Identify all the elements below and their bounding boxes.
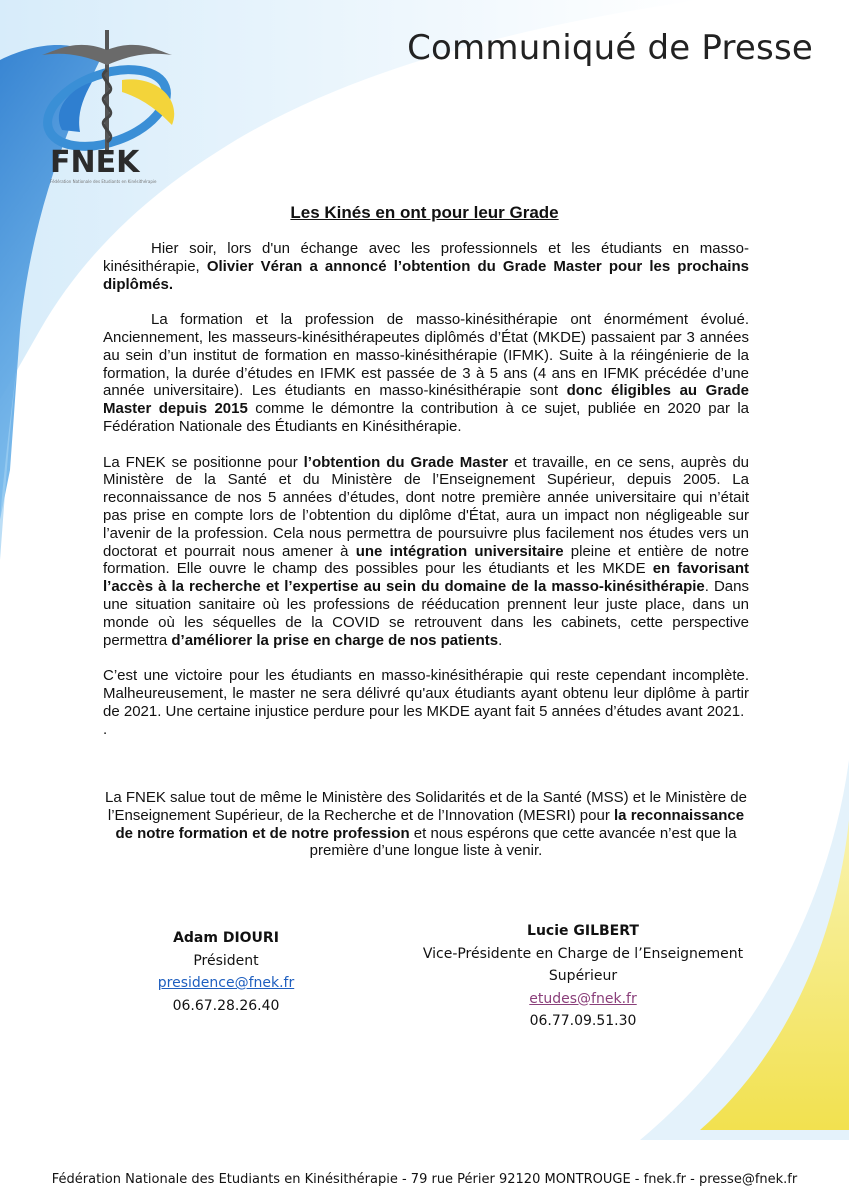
fnek-logo bbox=[22, 20, 202, 190]
paragraph-4: C’est une victoire pour les étudiants en masso-kinésithérapie qui reste cependant incomplète. Malheureusement, le master ne sera délivré qu'aux étudiants ayant obtenu leur diplôme à partir de 2021. Une certaine injustice perdure pour les MKDE ayant fait 5 années d’études avant 2021. bbox=[103, 667, 749, 720]
closing-paragraph: La FNEK salue tout de même le Ministère des Solidarités et de la Santé (MSS) et le Ministère de l’Enseignement Supérieur, de la Recherche et de l’Innovation (MESRI) pour la reconnaissance de notre formation et de notre profession et nous espérons que cette avancée n’est que la première d’une longue liste à venir. bbox=[105, 789, 747, 860]
paragraph-2: La formation et la profession de masso-kinésithérapie ont énormément évolué. Anciennement, les masseurs-kinésithérapeutes diplômés d’État (MKDE) passaient par 3 années au sein d’un institut de formation en masso-kinésithérapie (IFMK). Suite à la réingénierie de la formation, la durée d’études en IFMK est passée de 3 à 5 ans (4 ans en IFMK précédée d’une année universitaire). Les étudiants en masso-kinésithérapie sont donc éligibles au Grade Master depuis 2015 comme le démontre la contribution à ce sujet, publiée en 2020 par la Fédération Nationale des Étudiants en Kinésithérapie. bbox=[103, 311, 749, 435]
paragraph-1: Hier soir, lors d'un échange avec les professionnels et les étudiants en masso-kinésithérapie, Olivier Véran a annoncé l’obtention du Grade Master pour les prochains diplômés. bbox=[103, 240, 749, 293]
press-release-heading: Communiqué de Presse bbox=[407, 28, 813, 68]
signature-phone: 06.67.28.26.40 bbox=[172, 997, 280, 1014]
article-body bbox=[103, 240, 749, 738]
signature-name: Lucie GILBERT bbox=[527, 923, 639, 939]
signature-role: Président bbox=[193, 952, 259, 969]
signature-vice-president bbox=[405, 920, 761, 1033]
page-footer: Fédération Nationale des Etudiants en Kinésithérapie - 79 rue Périer 92120 MONTROUGE - fnek.fr - presse@fnek.fr bbox=[51, 1172, 798, 1187]
signature-president bbox=[126, 927, 326, 1017]
email-link[interactable]: presidence@fnek.fr bbox=[157, 975, 295, 991]
logo-wordmark: FNEK bbox=[50, 145, 140, 180]
email-link[interactable]: etudes@fnek.fr bbox=[529, 990, 637, 1007]
logo-subtext: Fédération Nationale des Etudiants en Kinésithérapie bbox=[50, 179, 157, 184]
signature-role: Vice-Présidente en Charge de l’Enseignement Supérieur bbox=[422, 945, 744, 984]
signature-phone: 06.77.09.51.30 bbox=[529, 1013, 637, 1029]
paragraph-dot: . bbox=[103, 720, 108, 738]
article-title: Les Kinés en ont pour leur Grade bbox=[290, 203, 559, 222]
paragraph-3: La FNEK se positionne pour l’obtention du Grade Master et travaille, en ce sens, auprès du Ministère de la Santé et du Ministère de l’Enseignement Supérieur, depuis 2005. La reconnaissance de nos 5 années d’études, dont notre première année universitaire qui n’était pas prise en compte lors de l’obtention du diplôme d'État, aura un impact non négligeable sur l’avenir de la profession. Cela nous permettra de poursuivre plus facilement nos études vers un doctorat et pourrait nous amener à une intégration universitaire pleine et entière de notre formation. Elle ouvre le champ des possibles pour les étudiants et les MKDE en favorisant l’accès à la recherche et l’expertise au sein du domaine de la masso-kinésithérapie. Dans une situation sanitaire où les professions de rééducation prennent leur juste place, dans un monde où les séquelles de la COVID se retrouvent dans les cabinets, cette perspective permettra d’améliorer la prise en charge de nos patients. bbox=[103, 453, 750, 649]
signature-name: Adam DIOURI bbox=[173, 930, 279, 946]
